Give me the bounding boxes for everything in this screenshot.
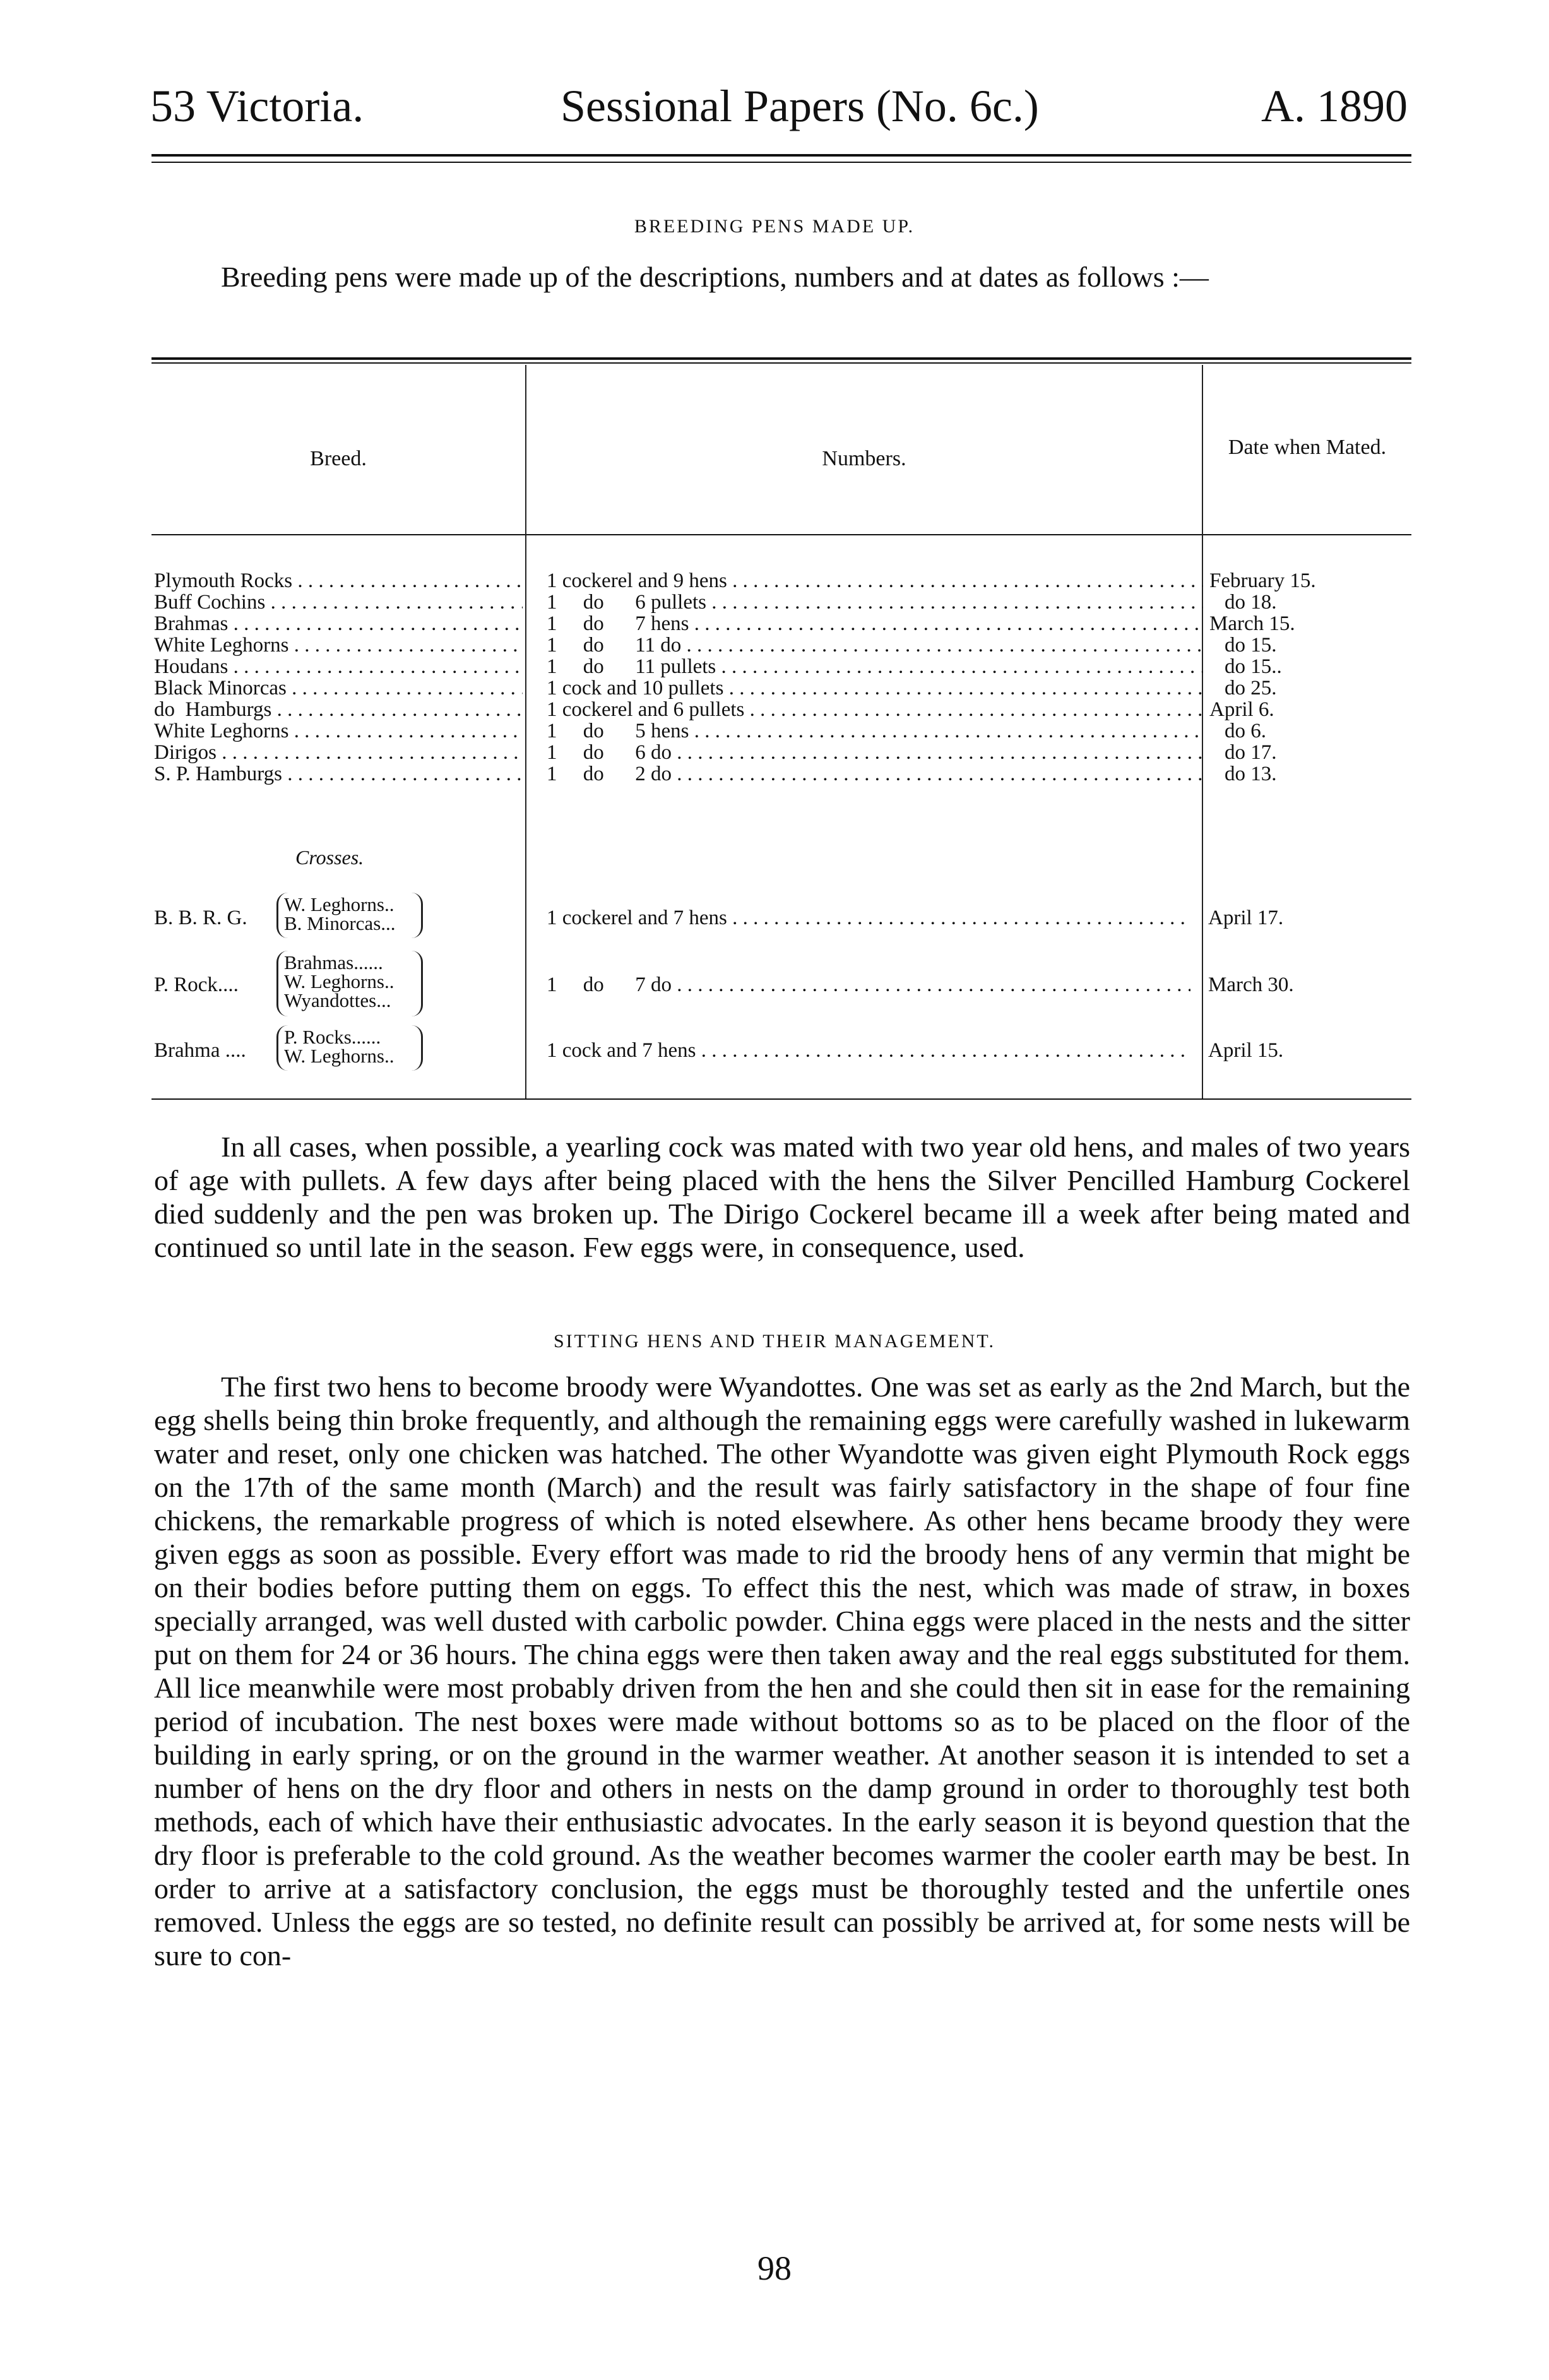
numbers-cell: 1 do 7 hens . . . [547,614,1203,634]
date-cell: do 17. [1225,742,1277,763]
cross-date: March 30. [1208,973,1294,996]
breed-cell: Buff Cochins . . . [154,592,523,613]
breed-cell: S. P. Hamburgs . . . [154,764,523,785]
col-header-date: Date when Mated. [1228,436,1387,459]
table-row [151,635,1411,656]
numbers-cell: 1 cockerel and 6 pullets . . . [547,699,1203,720]
header-rule-bottom [151,162,1411,163]
breed-cell: White Leghorns . . . [154,721,523,742]
breed-cell: Black Minorcas . . . [154,678,523,699]
numbers-cell: 1 cock and 10 pullets . . . [547,678,1203,699]
table-row [151,742,1411,763]
date-cell: do 13. [1225,764,1277,785]
table-row [151,721,1411,742]
cross-parts [284,1028,417,1066]
header-rule-top [151,154,1411,157]
date-cell: do 25. [1225,678,1277,699]
date-cell: February 15. [1209,571,1316,592]
table-rule-top-thin [151,362,1411,364]
cross-row [151,949,1411,1019]
cross-label: B. B. R. G. [154,907,247,929]
cross-part: W. Leghorns.. [284,970,395,992]
intro-paragraph [154,260,1410,294]
table-row [151,657,1411,677]
section-title-sitting-hens: SITTING HENS AND THEIR MANAGEMENT. [553,1331,996,1352]
table-row [151,764,1411,785]
cross-part: W. Leghorns.. [284,893,395,915]
table-row [151,678,1411,699]
cross-date: April 15. [1208,1039,1284,1062]
numbers-cell: 1 do 6 do . . . [547,742,1203,763]
section-title-breeding-pens: BREEDING PENS MADE UP. [634,216,915,237]
header-left: 53 Victoria. [150,81,364,131]
table-row [151,699,1411,720]
cross-row [151,1024,1411,1074]
date-cell: do 15. [1225,635,1277,656]
header-right: A. 1890 [1261,81,1408,131]
mating-paragraph [154,1130,1410,1264]
numbers-cell: 1 do 5 hens . . . [547,721,1203,742]
cross-numbers: 1 do 7 do . . . [547,973,1190,997]
numbers-cell: 1 do 11 do . . . [547,635,1203,656]
cross-numbers: 1 cock and 7 hens . . . [547,1039,1190,1062]
header-center: Sessional Papers (No. 6c.) [561,81,1039,131]
breed-cell: Plymouth Rocks . . . [154,571,523,592]
intro-text: Breeding pens were made up of the descriptions, numbers and at dates as follows :— [221,261,1209,293]
numbers-cell: 1 cockerel and 9 hens . . . [547,571,1203,592]
cross-label: P. Rock.... [154,973,239,996]
breed-cell: do Hamburgs . . . [154,699,523,720]
cross-part: Brahmas...... [284,951,383,973]
crosses-subheading: Crosses. [295,846,364,869]
cross-numbers: 1 cockerel and 7 hens . . . [547,907,1190,930]
cross-date: April 17. [1208,907,1284,929]
cross-label: Brahma .... [154,1039,246,1062]
table-row [151,592,1411,613]
table-row [151,614,1411,634]
cross-parts [284,895,417,933]
mating-text: In all cases, when possible, a yearling cock was mated with two year old hens, and males of two years of age with pullets. A few days after being placed with the hens the Silver Pencilled Hamburg Cockerel died suddenly and the pen was broken up. The Dirigo Cockerel became ill a week after being mated and continued so until late in the season. Few eggs were, in consequence, used. [154,1131,1410,1263]
numbers-cell: 1 do 6 pullets . . . [547,592,1203,613]
date-cell: April 6. [1209,699,1274,720]
sitting-hens-paragraph [154,1370,1410,1972]
cross-part: Wyandottes... [284,989,391,1011]
breed-cell: Houdans . . . [154,657,523,677]
numbers-cell: 1 do 2 do . . . [547,764,1203,785]
col-header-breed: Breed. [310,447,367,470]
breed-cell: Dirigos . . . [154,742,523,763]
breed-cell: Brahmas . . . [154,614,523,634]
sitting-hens-text: The first two hens to become broody were Wyandottes. One was set as early as the 2nd March, but the egg shells being thin broke frequently, and although the remaining eggs were carefully washed in lukewarm water and reset, only one chicken was hatched. The other Wyandotte was given eight Plymouth Rock eggs on the 17th of the same month (March) and the result was fairly satisfactory in the shape of four fine chickens, the remarkable progress of which is noted elsewhere. As other hens became broody they were given eggs as soon as possible. Every effort was made to rid the broody hens of any vermin that might be on their bodies before putting them on eggs. To effect this the nest, which was made of straw, in boxes specially arranged, was well dusted with carbolic powder. China eggs were placed in the nests and the sitter put on them for 24 or 36 hours. The china eggs were then taken away and the real eggs substituted for them. All lice meanwhile were most probably driven from the hen and she could then sit in ease for the remaining period of incubation. The nest boxes were made without bottoms so as to be placed on the floor of the building in early spring, or on the ground in the warmer weather. At another season it is intended to set a number of hens on the dry floor and others in nests on the damp ground in order to thoroughly test both methods, each of which have their enthusiastic advocates. In the early season it is beyond question that the dry floor is preferable to the cold ground. As the weather becomes warmer the cooler earth may be best. In order to arrive at a satisfactory conclusion, the eggs must be thoroughly tested and the unfertile ones removed. Unless the eggs are so tested, no definite result can possibly be arrived at, for some nests will be sure to con- [154,1371,1410,1972]
cross-part: W. Leghorns.. [284,1045,395,1067]
cross-part: P. Rocks...... [284,1026,381,1048]
numbers-cell: 1 do 11 pullets . . . [547,657,1203,677]
date-cell: March 15. [1209,614,1295,634]
table-rule-top [151,357,1411,360]
table-rule-bottom [151,1098,1411,1100]
date-cell: do 18. [1225,592,1277,613]
date-cell: do 6. [1225,721,1266,742]
cross-parts [284,953,417,1010]
table-header-rule [151,534,1411,535]
page-number: 98 [757,2249,792,2287]
cross-row [151,891,1411,942]
cross-part: B. Minorcas... [284,912,396,934]
date-cell: do 15.. [1225,657,1282,677]
breed-cell: White Leghorns . . . [154,635,523,656]
table-row [151,571,1411,592]
col-header-numbers: Numbers. [822,447,906,470]
